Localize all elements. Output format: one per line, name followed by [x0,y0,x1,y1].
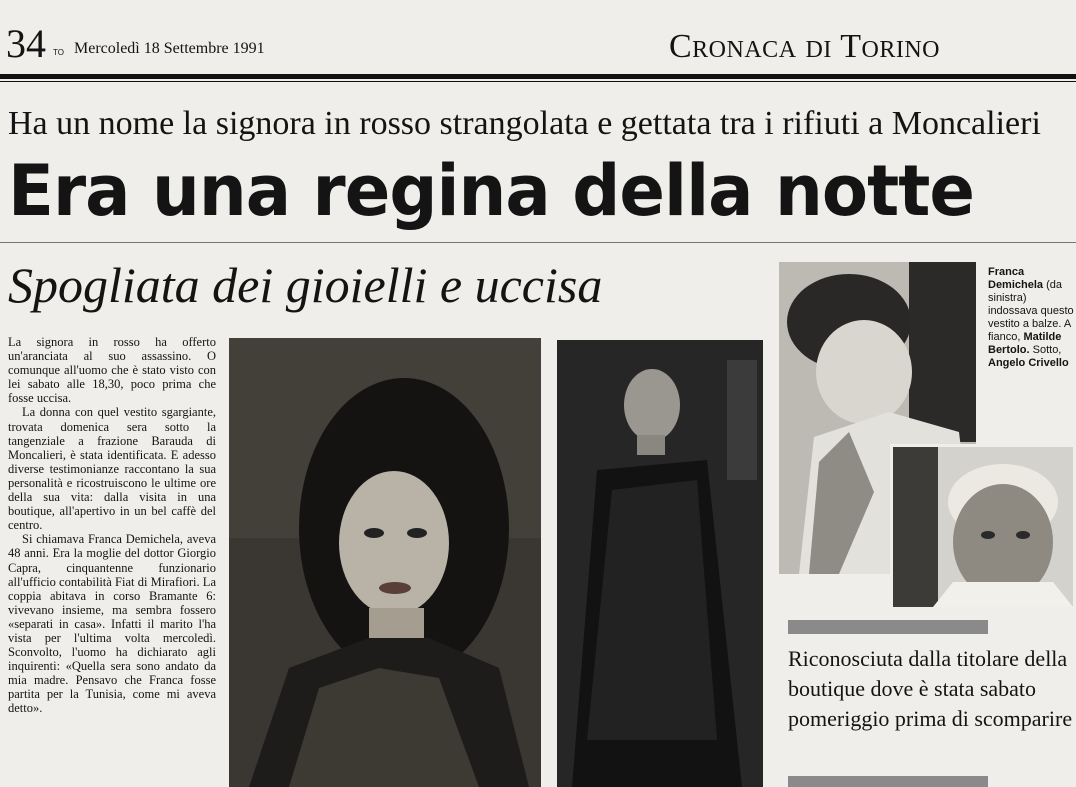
portrait-photo [229,338,541,787]
sidebox-bar [788,620,988,634]
paragraph: Si chiamava Franca Demichela, aveva 48 anni. Era la moglie del dottor Giorgio Capra, cinquantenne funzionario all'ufficio contabilità Fiat di Mirafiori. La coppia abitava in corso Bramante 6: vivevano insieme, ma sembra fossero «separati in casa». Infatti il marito l'ha vista per l'ultima volta mercoledì. Sconvolto, l'uomo ha dichiarato agli inquirenti: «Quella sera sono andato da mia madre. Pensavo che Franca fosse partita per la Tunisia, come mi aveva detto». [8,532,216,716]
sidebox-text: Riconosciuta dalla titolare della boutique dove è stata sabato pomeriggio prima di scomparire [788,646,1073,731]
caption-name: Franca Demichela [988,266,1044,291]
caption-text: Sotto, [1032,344,1062,356]
article-body [8,335,216,716]
dress-photo [557,340,763,787]
page-number: 34 [6,21,46,66]
photo-caption [988,266,1074,370]
caption-name: Matilde Bertolo. [988,331,1062,356]
paragraph: La signora in rosso ha offerto un'aranciata al suo assassino. O comunque all'uomo che è stato visto con lei sabato alle 18,30, poco prima che fosse uccisa. [8,335,216,406]
article-kicker: Ha un nome la signora in rosso strangolata e gettata tra i rifiuti a Moncalieri [8,105,1041,142]
paragraph: La donna con quel vestito sgargiante, trovata domenica sera sotto la tangenziale a frazione Barauda di Moncalieri, è stata identificata. E adesso diverse testimonianze raccontano la sua personalità e ricostruiscono le ultime ore della sua vita: dalla visita in una boutique, all'apertivo in un bel caffè del centro. [8,405,216,533]
edition-code: TO [53,48,64,57]
header-rule-thin [0,81,1076,82]
issue-date: Mercoledì 18 Settembre 1991 [74,40,265,57]
header-rule [0,74,1076,79]
headline-divider [0,242,1076,243]
sidebox-bar [788,776,988,787]
article-subhead: Spogliata dei gioielli e uccisa [8,257,603,313]
caption-text: (da sinistra) indossava questo vestito a balze. A fianco, [988,279,1074,343]
caption-name: Angelo Crivello [988,357,1069,369]
article-headline: Era una regina della notte [8,150,975,232]
section-title: Cronaca di Torino [669,28,940,65]
man-photo [890,444,1076,610]
